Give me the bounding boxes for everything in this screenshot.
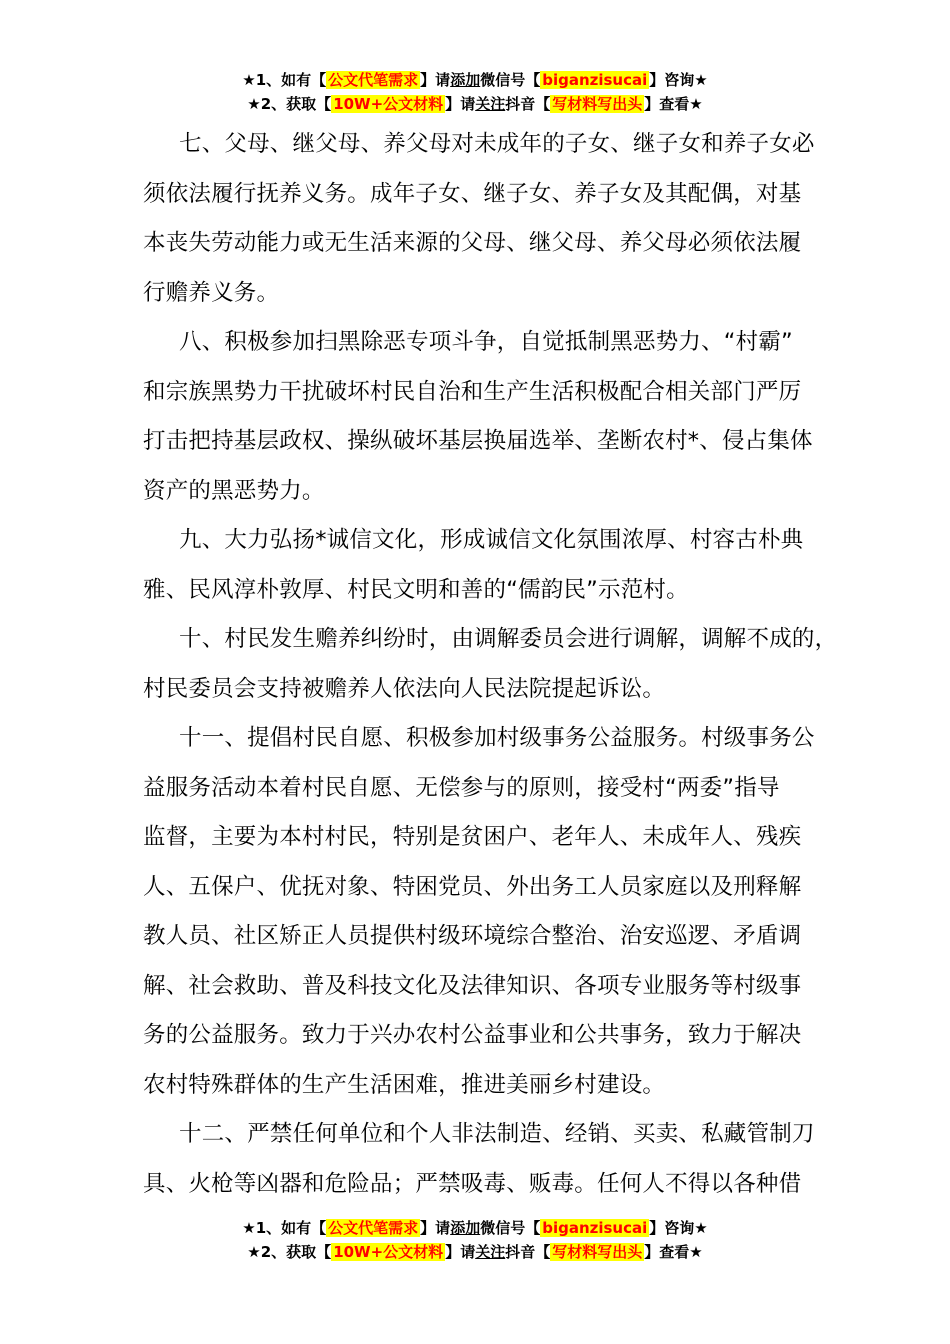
promo-text: 抖音【 <box>505 1243 551 1261</box>
text-line: 教人员、社区矫正人员提供村级环境综合整治、治安巡逻、矛盾调 <box>143 923 802 949</box>
paragraph-8 <box>143 318 813 516</box>
promo-line-2 <box>0 1240 950 1264</box>
header-promo-banner <box>0 68 950 116</box>
text-line: 和宗族黑势力干扰破坏村民自治和生产生活积极配合相关部门严厉 <box>143 378 802 405</box>
promo-highlight: biganzisucai <box>542 71 648 89</box>
promo-text: 微信号【 <box>480 71 541 89</box>
text-line: 益服务活动本着村民自愿、无偿参与的原则，接受村“两委”指导 <box>143 774 780 801</box>
text-line: 具、火枪等凶器和危险品；严禁吸毒、贩毒。任何人不得以各种借 <box>143 1170 802 1197</box>
promo-text: ★2、获取【 <box>247 95 332 113</box>
text-line: 雅、民风淳朴敦厚、村民文明和善的“儒韵民”示范村。 <box>143 576 689 603</box>
promo-underlined: 添加 <box>450 71 481 89</box>
promo-highlight: 10W+公文材料 <box>333 95 444 113</box>
footer-promo-banner <box>0 1216 950 1264</box>
paragraph-10 <box>143 615 838 714</box>
promo-highlight: 公文代笔需求 <box>328 71 419 89</box>
promo-text: 抖音【 <box>505 95 551 113</box>
promo-underlined: 关注 <box>475 95 506 113</box>
text-line: 解、社会救助、普及科技文化及法律知识、各项专业服务等村级事 <box>143 972 802 999</box>
promo-underlined: 添加 <box>450 1219 481 1237</box>
text-line: 七、父母、继父母、养父母对未成年的子女、继子女和养子女必 <box>179 131 815 157</box>
text-line: 监督，主要为本村村民，特别是贫困户、老年人、未成年人、残疾 <box>143 824 802 850</box>
promo-text: ★1、如有【 <box>242 71 327 89</box>
text-line: 十、村民发生赡养纠纷时，由调解委员会进行调解，调解不成的， <box>179 626 838 652</box>
promo-text: ★1、如有【 <box>242 1219 327 1237</box>
text-line: 行赡养义务。 <box>143 279 280 306</box>
promo-underlined: 关注 <box>475 1243 506 1261</box>
promo-text: 微信号【 <box>480 1219 541 1237</box>
text-line: 村民委员会支持被赡养人依法向人民法院提起诉讼。 <box>143 675 666 702</box>
promo-highlight: 10W+公文材料 <box>333 1243 444 1261</box>
paragraph-7 <box>143 120 815 318</box>
promo-highlight: 写材料写出头 <box>552 95 643 113</box>
text-line: 打击把持基层政权、操纵破坏基层换届选举、垄断农村*、侵占集体 <box>143 428 813 454</box>
promo-text: 】请 <box>445 1243 476 1261</box>
text-line: 十二、严禁任何单位和个人非法制造、经销、买卖、私藏管制刀 <box>179 1121 815 1147</box>
promo-line-2 <box>0 92 950 116</box>
text-line: 八、积极参加扫黑除恶专项斗争，自觉抵制黑恶势力、“村霸” <box>179 329 793 355</box>
paragraph-11 <box>143 714 815 1110</box>
promo-line-1 <box>0 1216 950 1240</box>
promo-text: 】查看★ <box>644 95 703 113</box>
promo-highlight: 公文代笔需求 <box>328 1219 419 1237</box>
promo-text: ★2、获取【 <box>247 1243 332 1261</box>
text-line: 人、五保户、优抚对象、特困党员、外出务工人员家庭以及刑释解 <box>143 873 802 900</box>
text-line: 须依法履行抚养义务。成年子女、继子女、养子女及其配偶，对基 <box>143 180 802 207</box>
document-body <box>143 120 838 1209</box>
text-line: 十一、提倡村民自愿、积极参加村级事务公益服务。村级事务公 <box>179 725 815 751</box>
promo-line-1 <box>0 68 950 92</box>
promo-text: 】咨询★ <box>649 71 708 89</box>
text-line: 务的公益服务。致力于兴办农村公益事业和公共事务，致力于解决 <box>143 1022 802 1048</box>
promo-text: 】咨询★ <box>649 1219 708 1237</box>
promo-text: 】请 <box>445 95 476 113</box>
promo-text: 】请 <box>420 1219 451 1237</box>
paragraph-12 <box>143 1110 815 1209</box>
text-line: 农村特殊群体的生产生活困难，推进美丽乡村建设。 <box>143 1071 666 1098</box>
text-line: 资产的黑恶势力。 <box>143 477 325 504</box>
promo-text: 】请 <box>420 71 451 89</box>
paragraph-9 <box>143 516 808 615</box>
promo-text: 】查看★ <box>644 1243 703 1261</box>
promo-highlight: biganzisucai <box>542 1219 648 1237</box>
text-line: 本丧失劳动能力或无生活来源的父母、继父母、养父母必须依法履 <box>143 230 802 256</box>
promo-highlight: 写材料写出头 <box>552 1243 643 1261</box>
text-line: 九、大力弘扬*诚信文化，形成诚信文化氛围浓厚、村容古朴典 <box>179 527 804 553</box>
